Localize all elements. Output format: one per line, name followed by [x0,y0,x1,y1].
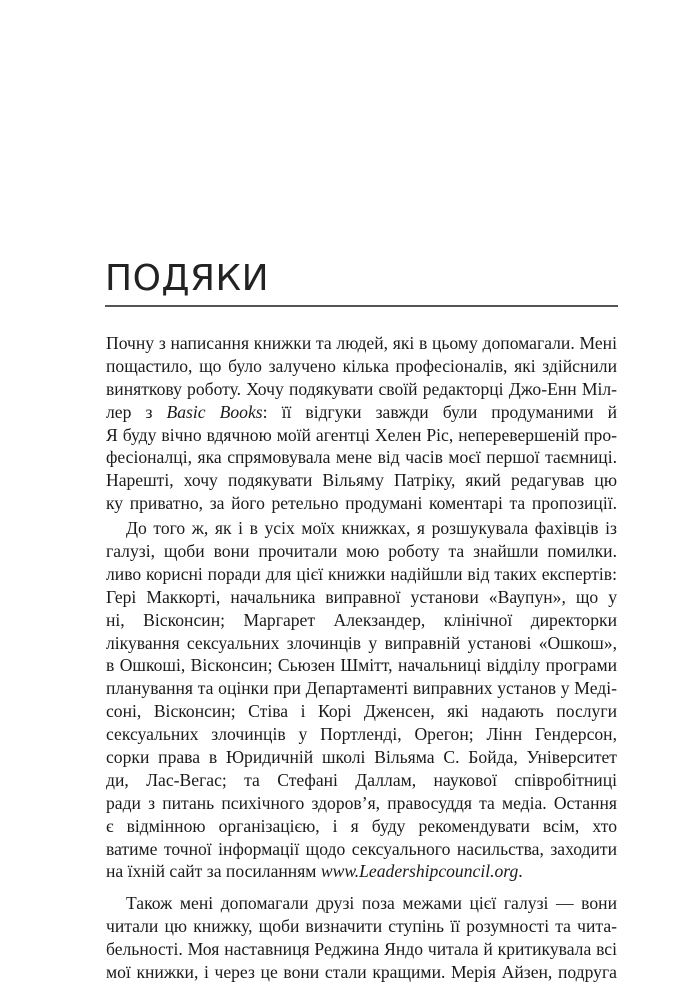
text-line: Я буду вічно вдячною моїй агентці Хелен Ріс, неперевершеній про- [106,424,617,445]
publisher-name: Basic Books [166,401,263,422]
text-line: є відмінною організацією, і я буду рекомендувати всім, хто [106,815,617,836]
text-line: ди, Лас-Вегас; та Стефані Даллам, наукової співробітниці [106,769,617,790]
paragraph-1 [106,332,617,515]
text-line: на їхній сайт за посиланням www.Leadershipcouncil.org. [106,861,523,882]
text-line: ватиме точної інформації щодо сексуального насильства, заходити [106,838,617,859]
text-line: ку приватно, за його ретельно продумані коментарі та пропозиції. [106,493,617,514]
text-line: Почну з написання книжки та людей, які в цьому допомагали. Мені [106,333,617,353]
text-line: галузі, щоби вони прочитали мою роботу та знайшли помилки. [106,541,617,562]
chapter-title: ПОДЯКИ [105,258,270,299]
text-line: фесіоналці, яка спрямовувала мене від часів моєї першої таємниці. [106,447,617,468]
text-line: До того ж, як і в усіх моїх книжках, я розшукувала фахівців із [126,518,617,539]
text-line: планування та оцінки при Департаменті виправних установ у Меді- [106,678,617,699]
text-line: виняткову роботу. Хочу подякувати своїй редакторці Джо-Енн Міл- [106,378,617,399]
title-underline [105,305,618,307]
paragraph-3 [106,892,617,984]
text-line: сексуальних злочинців у Портленді, Орегон; Лінн Гендерсон, [106,724,617,745]
text-line: соні, Вісконсин; Стіва і Корі Дженсен, які надають послуги [106,701,617,722]
text-line: сорки права в Юридичній школі Вільяма С. Бойда, Університет [106,747,617,768]
text-line: читали цю книжку, щоби визначити ступінь її розумності та чита- [106,916,617,937]
text-line: мої книжки, і через це вони стали кращими. Мерія Айзен, подруга [106,962,617,983]
text-line: Нарешті, хочу подякувати Вільяму Патріку, який редагував цю [106,470,617,491]
paragraph-2 [106,517,617,883]
text-line: ні, Вісконсин; Маргарет Алекзандер, клінічної директорки [106,609,617,630]
body-text [106,332,617,984]
text-line: Гері Маккорті, начальника виправної установи «Ваупун», що у [106,586,617,607]
text-line: бельності. Моя наставниця Реджина Яндо читала й критикувала всі [106,939,617,960]
text-line: ливо корисні поради для цієї книжки надійшли від таких експертів: [106,563,617,584]
text-line: пощастило, що було залучено кілька професіоналів, які здійснили [106,355,617,376]
text-line: лер з Basic Books: її відгуки завжди були продуманими й [106,401,617,422]
text-line: ради з питань психічного здоров’я, правосуддя та медіа. Остання [106,792,617,813]
text-line: Також мені допомагали друзі поза межами цієї галузі — вони [126,893,617,914]
website-link-text: www.Leadershipcouncil.org [320,861,519,882]
text-line: лікування сексуальних злочинців у виправній установі «Ошкош», [106,632,617,653]
text-line: в Ошкоші, Вісконсин; Сьюзен Шмітт, начальниці відділу програми [106,655,617,676]
